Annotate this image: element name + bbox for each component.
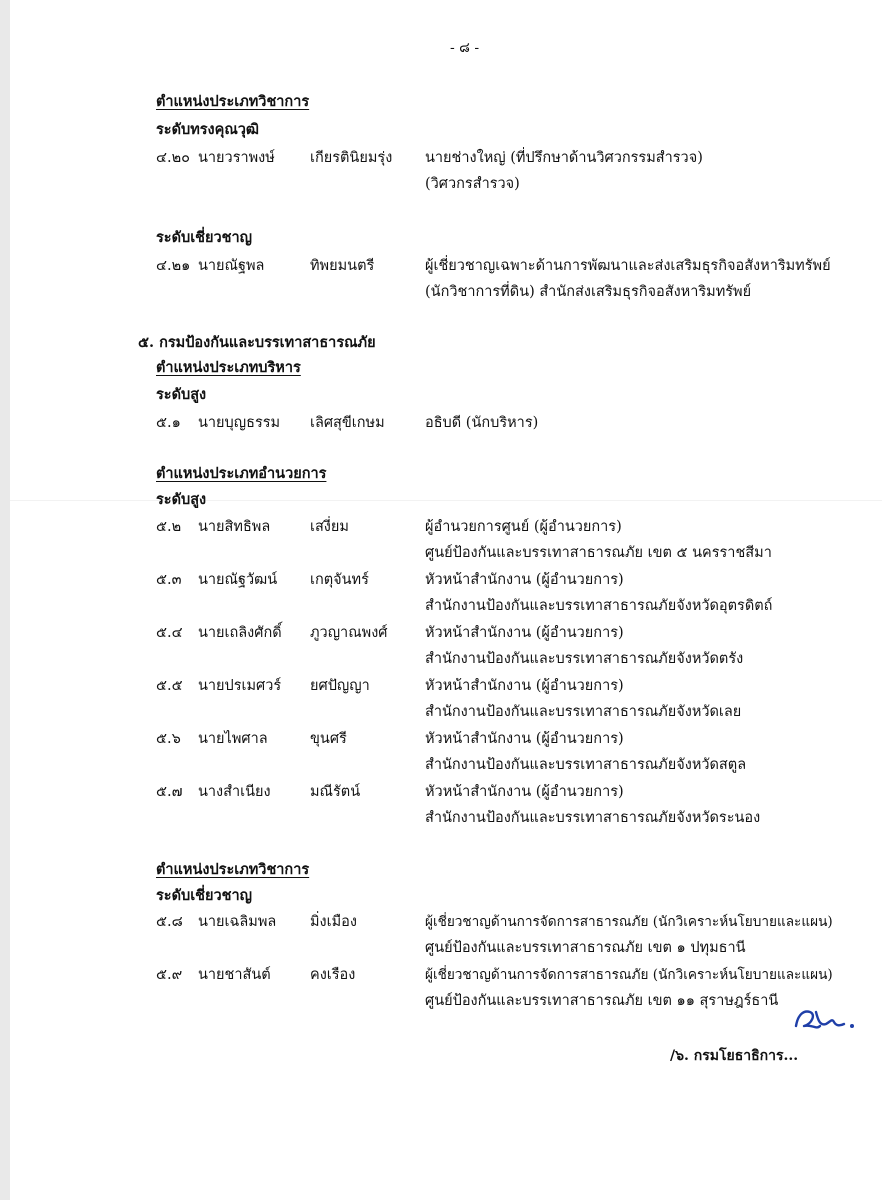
entry-position-line: ศูนย์ป้องกันและบรรเทาสาธารณภัย เขต ๑๑ สุราษฎร์ธานี: [425, 993, 779, 1009]
entry-number: ๕.๒: [156, 519, 182, 535]
entry-position-line: สำนักงานป้องกันและบรรเทาสาธารณภัยจังหวัดสตูล: [425, 757, 747, 773]
entry-first-name: นายเถลิงศักดิ์: [198, 625, 282, 641]
entry-position-line: (นักวิชาการที่ดิน) สำนักส่งเสริมธุรกิจอสังหาริมทรัพย์: [425, 284, 752, 300]
entry-first-name: นายไพศาล: [198, 731, 268, 747]
entry-first-name: นายณัฐวัฒน์: [198, 572, 278, 588]
department-title: ๕. กรมป้องกันและบรรเทาสาธารณภัย: [138, 334, 376, 351]
entry-first-name: นางสำเนียง: [198, 784, 271, 800]
entry-last-name: ยศปัญญา: [310, 678, 370, 694]
level-heading-high: ระดับสูง: [156, 386, 207, 403]
entry-position-line: สำนักงานป้องกันและบรรเทาสาธารณภัยจังหวัดตรัง: [425, 651, 744, 667]
level-heading-expert: ระดับเชี่ยวชาญ: [156, 229, 252, 246]
level-heading-expert-senior: ระดับทรงคุณวุฒิ: [156, 121, 260, 138]
entry-number: ๕.๘: [156, 914, 183, 930]
entry-first-name: นายเฉลิมพล: [198, 914, 277, 930]
entry-last-name: ขุนศรี: [310, 731, 347, 747]
entry-number: ๕.๙: [156, 967, 183, 983]
entry-position-line: สำนักงานป้องกันและบรรเทาสาธารณภัยจังหวัดระนอง: [425, 810, 761, 826]
entry-position-line: ผู้เชี่ยวชาญเฉพาะด้านการพัฒนาและส่งเสริมธุรกิจอสังหาริมทรัพย์: [425, 258, 831, 274]
entry-last-name: มิ่งเมือง: [310, 914, 357, 930]
entry-position-line: ศูนย์ป้องกันและบรรเทาสาธารณภัย เขต ๑ ปทุมธานี: [425, 940, 746, 956]
entry-position-line: (วิศวกรสำรวจ): [425, 176, 520, 192]
entry-first-name: นายชาสันต์: [198, 967, 271, 983]
entry-number: ๕.๕: [156, 678, 183, 694]
entry-number: ๕.๖: [156, 731, 181, 747]
entry-first-name: นายปรเมศวร์: [198, 678, 282, 694]
section-heading-director: ตำแหน่งประเภทอำนวยการ: [156, 465, 327, 482]
entry-number: ๕.๓: [156, 572, 182, 588]
level-heading-expert: ระดับเชี่ยวชาญ: [156, 887, 252, 904]
entry-position-line: ผู้เชี่ยวชาญด้านการจัดการสาธารณภัย (นักวิเคราะห์นโยบายและแผน): [425, 967, 833, 983]
entry-position-line: ศูนย์ป้องกันและบรรเทาสาธารณภัย เขต ๕ นครราชสีมา: [425, 545, 772, 561]
entry-position-line: ผู้อำนวยการศูนย์ (ผู้อำนวยการ): [425, 519, 622, 535]
entry-position-line: หัวหน้าสำนักงาน (ผู้อำนวยการ): [425, 731, 624, 747]
entry-position-line: ผู้เชี่ยวชาญด้านการจัดการสาธารณภัย (นักวิเคราะห์นโยบายและแผน): [425, 914, 833, 930]
entry-number: ๕.๑: [156, 415, 181, 431]
entry-last-name: เลิศสุขีเกษม: [310, 415, 385, 431]
entry-last-name: เกียรตินิยมรุ่ง: [310, 150, 393, 166]
entry-number: ๕.๗: [156, 784, 183, 800]
entry-position-line: สำนักงานป้องกันและบรรเทาสาธารณภัยจังหวัดอุตรดิตถ์: [425, 598, 773, 614]
entry-number: ๕.๔: [156, 625, 183, 641]
entry-position-line: หัวหน้าสำนักงาน (ผู้อำนวยการ): [425, 784, 624, 800]
entry-position-line: นายช่างใหญ่ (ที่ปรึกษาด้านวิศวกรรมสำรวจ): [425, 150, 703, 166]
entry-last-name: คงเรือง: [310, 967, 356, 983]
section-heading-executive: ตำแหน่งประเภทบริหาร: [156, 359, 301, 376]
entry-number: ๔.๒๑: [156, 258, 191, 274]
entry-first-name: นายณัฐพล: [198, 258, 265, 274]
document-page: [10, 0, 882, 1200]
handwritten-initials: [790, 1004, 860, 1038]
entry-position-line: หัวหน้าสำนักงาน (ผู้อำนวยการ): [425, 572, 624, 588]
entry-last-name: ภูวญาณพงศ์: [310, 625, 388, 641]
entry-first-name: นายบุญธรรม: [198, 415, 281, 431]
entry-last-name: มณีรัตน์: [310, 784, 361, 800]
entry-position-line: หัวหน้าสำนักงาน (ผู้อำนวยการ): [425, 678, 624, 694]
entry-first-name: นายสิทธิพล: [198, 519, 271, 535]
entry-first-name: นายวราพงษ์: [198, 150, 275, 166]
level-heading-high: ระดับสูง: [156, 491, 207, 508]
entry-position-line: สำนักงานป้องกันและบรรเทาสาธารณภัยจังหวัดเลย: [425, 704, 742, 720]
page-number: - ๘ -: [450, 40, 480, 56]
entry-last-name: ทิพยมนตรี: [310, 258, 375, 274]
paper-fold-line: [10, 500, 882, 501]
entry-number: ๔.๒๐: [156, 150, 190, 166]
entry-position-line: หัวหน้าสำนักงาน (ผู้อำนวยการ): [425, 625, 624, 641]
entry-last-name: เสงี่ยม: [310, 519, 349, 535]
entry-last-name: เกตุจันทร์: [310, 572, 369, 588]
entry-position-line: อธิบดี (นักบริหาร): [425, 415, 539, 431]
section-heading-academic: ตำแหน่งประเภทวิชาการ: [156, 861, 310, 878]
continuation-note: /๖. กรมโยธาธิการ...: [670, 1048, 799, 1064]
section-heading-academic: ตำแหน่งประเภทวิชาการ: [156, 93, 310, 110]
